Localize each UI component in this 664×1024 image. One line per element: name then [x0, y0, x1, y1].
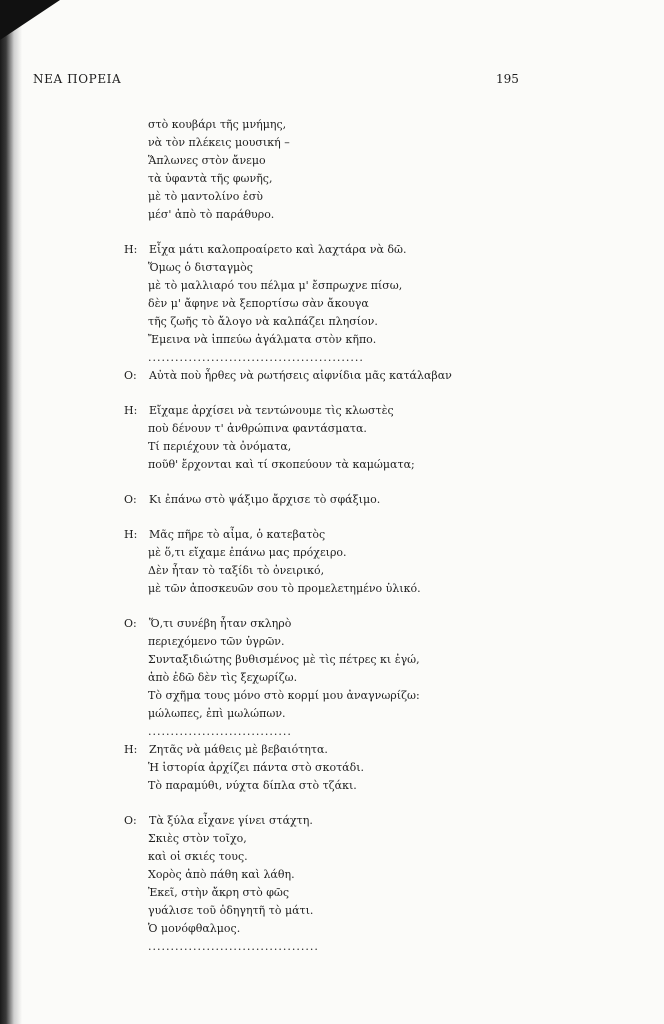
verse-line: Ὁ μονόφθαλμος. — [148, 922, 241, 935]
verse-line: καὶ οἱ σκιές τους. — [148, 850, 248, 863]
verse-line: Ἅπλωνες στὸν ἄνεμο — [148, 154, 266, 167]
stanza — [124, 241, 644, 367]
verse-line: Σκιὲς στὸν τοῖχο, — [148, 832, 247, 845]
verse-line: μὲ ὅ,τι εἴχαμε ἐπάνω μας πρόχειρο. — [148, 546, 347, 559]
stanza — [124, 367, 644, 385]
verse-line: νὰ τὸν πλέκεις μουσική – — [148, 136, 290, 149]
verse-line: Αὐτὰ ποὺ ἦρθες νὰ ρωτήσεις αἰφνίδια μᾶς κατάλαβαν — [149, 369, 452, 382]
scan-corner-mark — [0, 0, 60, 40]
verse-line: Τὰ ξύλα εἶχανε γίνει στάχτη. — [149, 814, 313, 827]
stanza — [124, 402, 644, 474]
verse-line: ποῦθ' ἔρχονται καὶ τί σκοπεύουν τὰ καμώματα; — [148, 458, 415, 471]
verse-line: Χορὸς ἀπὸ πάθη καὶ λάθη. — [148, 868, 295, 881]
verse-line: μὲ τὸ μαλλιαρό του πέλμα μ' ἔσπρωχνε πίσω, — [148, 279, 403, 292]
verse-line: Ἔμεινα νὰ ἱππεύω ἀγάλματα στὸν κῆπο. — [148, 333, 377, 346]
page-number: 195 — [496, 72, 519, 86]
ellipsis-line: ................................................ — [148, 351, 364, 364]
stanza — [124, 491, 644, 509]
verse-line: μώλωπες, ἐπὶ μωλώπων. — [148, 707, 286, 720]
stanza — [124, 741, 644, 795]
verse-line: ποὺ δένουν τ' ἀνθρώπινα φαντάσματα. — [148, 422, 367, 435]
verse-line: περιεχόμενο τῶν ὑγρῶν. — [148, 635, 285, 648]
verse-line: στὸ κουβάρι τῆς μνήμης, — [148, 118, 287, 131]
speaker-label: Η: — [124, 243, 138, 256]
speaker-label: Ο: — [124, 369, 137, 382]
poem-text — [124, 116, 644, 956]
speaker-label: Ο: — [124, 617, 137, 630]
verse-line: Δὲν ἦταν τὸ ταξίδι τὸ ὀνειρικό, — [148, 564, 325, 577]
verse-line: μὲ τῶν ἀποσκευῶν σου τὸ προμελετημένο ὑλικό. — [148, 582, 421, 595]
verse-line: μέσ' ἀπὸ τὸ παράθυρο. — [148, 208, 275, 221]
verse-line: μὲ τὸ μαντολίνο ἐσὺ — [148, 190, 263, 203]
verse-line: Εἶχα μάτι καλοπροαίρετο καὶ λαχτάρα νὰ δῶ. — [149, 243, 407, 256]
speaker-label: Ο: — [124, 814, 137, 827]
ellipsis-line: ................................ — [148, 725, 292, 738]
verse-line: τῆς ζωῆς τὸ ἄλογο νὰ καλπάζει πλησίον. — [148, 315, 378, 328]
verse-line: Συνταξιδιώτης βυθισμένος μὲ τὶς πέτρες κι ἐγώ, — [148, 653, 420, 666]
stanza — [124, 116, 644, 224]
verse-line: Τὸ παραμύθι, νύχτα δίπλα στὸ τζάκι. — [148, 779, 357, 792]
verse-line: Ἡ ἱστορία ἀρχίζει πάντα στὸ σκοτάδι. — [148, 761, 365, 774]
stanza — [124, 615, 644, 741]
speaker-label: Η: — [124, 404, 138, 417]
verse-line: Ὅ,τι συνέβη ἦταν σκληρὸ — [149, 617, 292, 630]
verse-line: γυάλισε τοῦ ὁδηγητῆ τὸ μάτι. — [148, 904, 314, 917]
verse-line: Τὸ σχῆμα τους μόνο στὸ κορμί μου ἀναγνωρίζω: — [148, 689, 420, 702]
speaker-label: Ο: — [124, 493, 137, 506]
verse-line: Ὅμως ὁ δισταγμὸς — [148, 261, 253, 274]
stanza — [124, 526, 644, 598]
scan-binding-shadow — [0, 0, 22, 1024]
verse-line: δὲν μ' ἄφηνε νὰ ξεπορτίσω σὰν ἄκουγα — [148, 297, 369, 310]
verse-line: Εἴχαμε ἀρχίσει νὰ τεντώνουμε τὶς κλωστὲς — [149, 404, 394, 417]
verse-line: τὰ ὑφαντὰ τῆς φωνῆς, — [148, 172, 273, 185]
verse-line: Ζητᾶς νὰ μάθεις μὲ βεβαιότητα. — [149, 743, 328, 756]
verse-line: Ἐκεῖ, στὴν ἄκρη στὸ φῶς — [148, 886, 290, 899]
verse-line: Τί περιέχουν τὰ ὀνόματα, — [148, 440, 292, 453]
verse-line: Μᾶς πῆρε τὸ αἷμα, ὁ κατεβατὸς — [149, 528, 326, 541]
stanza — [124, 812, 644, 956]
ellipsis-line: ...................................... — [148, 940, 319, 953]
speaker-label: Η: — [124, 528, 138, 541]
verse-line: Κι ἐπάνω στὸ ψάξιμο ἄρχισε τὸ σφάξιμο. — [149, 493, 381, 506]
speaker-label: Η: — [124, 743, 138, 756]
verse-line: ἀπὸ ἐδῶ δὲν τὶς ξεχωρίζω. — [148, 671, 298, 684]
running-title: ΝΕΑ ΠΟΡΕΙΑ — [33, 72, 122, 86]
